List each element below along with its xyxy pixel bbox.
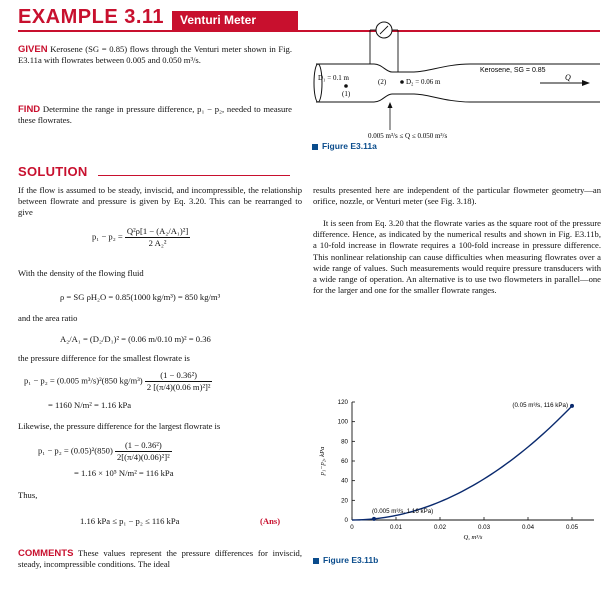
x-tick-label: 0 — [350, 524, 354, 531]
x-tick-label: 0.02 — [433, 524, 447, 531]
find-label: FIND — [18, 104, 41, 115]
equation-4-result: = 1160 N/m² = 1.16 kPa — [48, 400, 132, 410]
eq4-lhs: p₁ − p₂ = (0.005 m³/s)²(850 kg/m³) — [24, 375, 143, 386]
point-2-label: (2) — [378, 78, 387, 86]
right-paragraph-2: It is seen from Eq. 3.20 that the flowrate varies as the square root of the pressure difference. Hence, as indicated by the numerical results and shown in Fig. E3.11b, a 10-fold increase in flowrate requires a 100-fold increase in pressure difference. This nonlinear relationship can cause difficulties when measuring flowrates over a wide range of values. Such measurements would require pressure transducers with a wide range of operation. An alternative is to use two flowmeters in parallel—one for the larger and one for the smaller flowrate ranges. — [313, 218, 601, 296]
eq5-denominator: 2[(π/4)(0.06)²]² — [116, 452, 170, 462]
annotation-max: (0.05 m³/s, 116 kPa) — [512, 401, 568, 409]
figure-b-caption — [313, 555, 378, 565]
comments-label: COMMENTS — [18, 548, 74, 559]
eq1-denominator: 2 A₂² — [148, 238, 167, 248]
left-paragraph-2: With the density of the flowing fluid — [18, 268, 144, 278]
equation-1 — [92, 226, 190, 249]
answer-equation: 1.16 kPa ≤ p₁ − p₂ ≤ 116 kPa — [80, 516, 180, 526]
x-tick-label: 0.04 — [521, 524, 535, 531]
data-point — [372, 517, 376, 521]
eq4-denominator: 2 [(π/4)(0.06 m)²]² — [146, 382, 211, 392]
left-paragraph-4: the pressure difference for the smallest flowrate is — [18, 353, 190, 363]
point-2-marker — [400, 80, 404, 84]
y-tick-label: 80 — [341, 438, 348, 446]
left-paragraph-5: Likewise, the pressure difference for the largest flowrate is — [18, 421, 221, 431]
y-tick-label: 120 — [337, 399, 348, 406]
example-title: Venturi Meter — [172, 11, 298, 30]
right-paragraph-1: results presented here are independent of the particular flowmeter geometry—an orifice, nozzle, or Venturi meter (see Fig. 3.18). — [313, 185, 601, 207]
data-point — [570, 404, 574, 408]
pipe-inlet — [314, 64, 322, 102]
equation-3: A₂/A₁ = (D₂/D₁)² = (0.06 m/0.10 m)² = 0.36 — [60, 334, 211, 344]
x-tick-label: 0.01 — [389, 524, 403, 531]
d1-label: D₁ = 0.1 m — [318, 74, 349, 82]
y-tick-label: 20 — [341, 497, 348, 505]
y-axis-label: p₁−p₂, kPa — [319, 446, 326, 476]
eq5-numerator: (1 − 0.36²) — [115, 440, 172, 452]
figure-a-caption-text: Figure E3.11a — [322, 141, 377, 151]
comments-paragraph — [18, 548, 302, 570]
example-number: EXAMPLE 3.11 — [18, 6, 165, 28]
point-1-label: (1) — [342, 90, 351, 98]
equation-4 — [24, 370, 212, 393]
equation-5-result: = 1.16 × 10⁵ N/m² = 116 kPa — [74, 468, 174, 478]
left-paragraph-3: and the area ratio — [18, 313, 78, 323]
point-1-marker — [344, 84, 348, 88]
pipe-upper-wall — [316, 64, 600, 72]
solution-rule — [98, 175, 290, 176]
eq5-lhs: p₁ − p₂ = (0.05)²(850) — [38, 445, 113, 456]
d2-label: D₂ = 0.06 m — [406, 78, 441, 86]
x-tick-label: 0.03 — [477, 524, 491, 531]
find-text: Determine the range in pressure difference, p₁ − p₂, needed to measure these flowrates. — [18, 104, 292, 126]
left-paragraph-1: If the flow is assumed to be steady, inviscid, and incompressible, the relationship between flowrate and pressure is given by Eq. 3.20. This can be rearranged to give — [18, 185, 302, 218]
equation-2: ρ = SG ρH₂O = 0.85(1000 kg/m³) = 850 kg/m³ — [60, 292, 221, 302]
figure-b-caption-text: Figure E3.11b — [323, 555, 379, 565]
answer-tag: (Ans) — [260, 516, 281, 526]
pressure-flowrate-chart — [312, 390, 602, 550]
eq1-lhs: p₁ − p₂ = — [92, 231, 123, 242]
venturi-diagram — [310, 10, 602, 146]
thus-label: Thus, — [18, 490, 38, 500]
kerosene-label: Kerosene, SG = 0.85 — [480, 67, 546, 74]
q-label: Q — [565, 73, 571, 82]
x-axis-label: Q, m³/s — [463, 534, 483, 541]
comments-text: These values represent the pressure differences for inviscid, steady, incompressible conditions. The ideal — [18, 548, 302, 570]
eq4-numerator: (1 − 0.36²) — [145, 370, 213, 382]
eq1-numerator: Q²ρ[1 − (A₂/A₁)²] — [126, 226, 189, 236]
annotation-min: (0.005 m³/s, 1.16 kPa) — [372, 507, 434, 515]
caption-square-icon — [313, 558, 319, 564]
given-label: GIVEN — [18, 44, 48, 55]
flowrate-range: 0.005 m³/s ≤ Q ≤ 0.050 m³/s — [368, 132, 448, 140]
y-tick-label: 0 — [344, 517, 348, 524]
x-tick-label: 0.05 — [565, 524, 579, 531]
series-line — [352, 406, 572, 520]
y-tick-label: 100 — [337, 418, 348, 426]
equation-5 — [38, 440, 172, 463]
pipe-lower-wall — [316, 94, 600, 102]
solution-heading: SOLUTION — [18, 164, 88, 179]
caption-square-icon — [312, 144, 318, 150]
given-text: Kerosene (SG = 0.85) flows through the Venturi meter shown in Fig. E3.11a with flowrates between 0.005 and 0.050 m³/s. — [18, 44, 292, 66]
y-tick-label: 60 — [341, 458, 348, 465]
find-paragraph — [18, 104, 292, 126]
figure-a-caption — [312, 141, 377, 151]
y-tick-label: 40 — [341, 477, 348, 485]
given-paragraph — [18, 44, 292, 66]
